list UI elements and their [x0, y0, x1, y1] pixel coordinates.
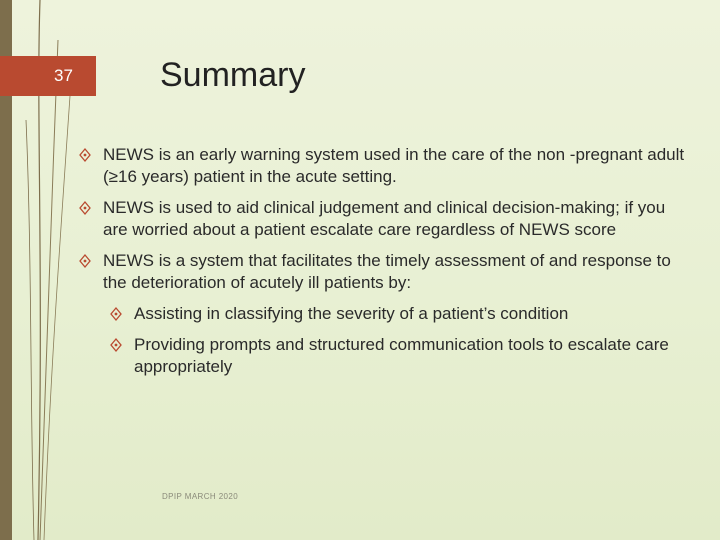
bullet-item: [78, 144, 688, 188]
bullet-text: NEWS is used to aid clinical judgement and clinical decision-making; if you are worried about a patient escalate care regardless of NEWS score: [103, 198, 666, 239]
bullet-list: [78, 144, 688, 387]
diamond-bullet-icon: [109, 304, 123, 324]
diamond-bullet-icon: [109, 335, 123, 355]
diamond-bullet-icon: [78, 198, 92, 218]
slide-number-tab: [0, 56, 96, 96]
bullet-item: [78, 250, 688, 294]
slide-title: Summary: [160, 56, 306, 94]
sub-bullet-text: Providing prompts and structured communication tools to escalate care appropriately: [134, 335, 669, 376]
sub-bullet-item: [78, 334, 688, 378]
slide-footer: DPIP MARCH 2020: [162, 492, 239, 501]
bullet-item: [78, 197, 688, 241]
bullet-text: NEWS is a system that facilitates the timely assessment of and response to the deterioration of acutely ill patients by:: [103, 251, 671, 292]
diamond-bullet-icon: [78, 251, 92, 271]
sub-bullet-item: [78, 303, 688, 325]
sub-bullet-text: Assisting in classifying the severity of a patient’s condition: [134, 304, 569, 323]
diamond-bullet-icon: [78, 145, 92, 165]
slide-number: 37: [54, 66, 73, 85]
bullet-text: NEWS is an early warning system used in the care of the non -pregnant adult (≥16 years) patient in the acute setting.: [103, 145, 685, 186]
